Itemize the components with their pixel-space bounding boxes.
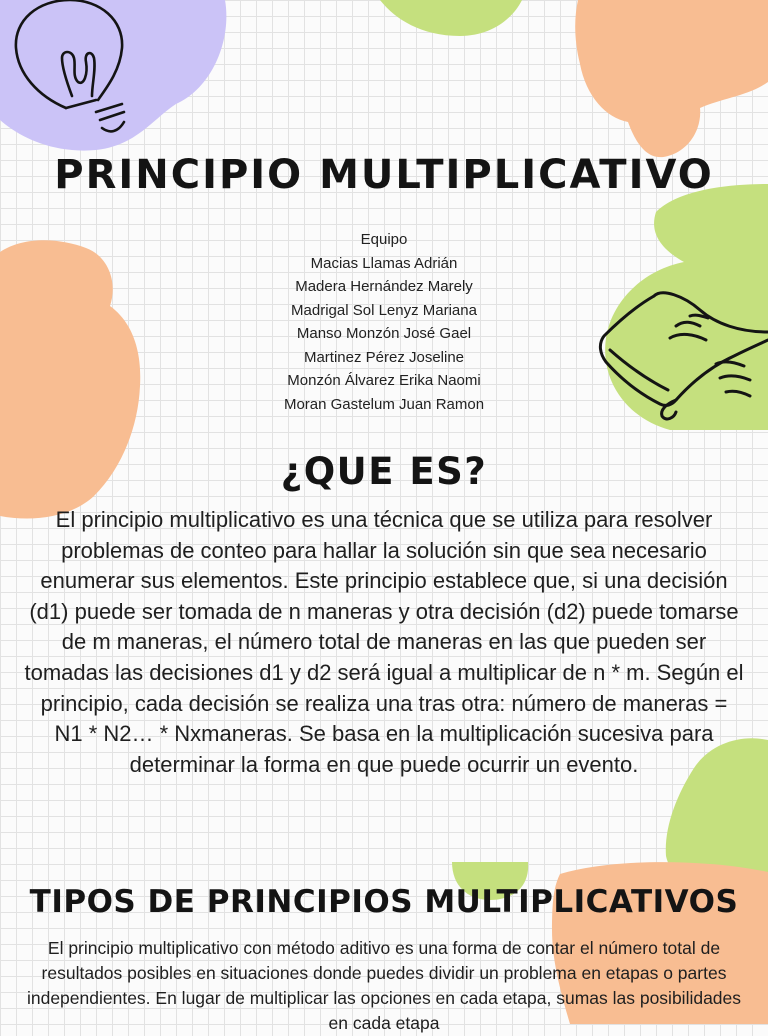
team-member: Macias Llamas Adrián — [310, 254, 458, 272]
team-member: Madera Hernández Marely — [295, 278, 473, 295]
team-member: Moran Gastelum Juan Ramon — [283, 395, 485, 413]
team-member: Monzón Álvarez Erika Naomi — [287, 372, 481, 389]
team-member: Martinez Pérez Joseline — [303, 348, 465, 366]
section-heading-que-es: ¿QUE ES? — [280, 450, 488, 493]
team-member: Manso Monzón José Gael — [296, 325, 472, 342]
definition-paragraph: El principio multiplicativo es una técnica que se utiliza para resolver problemas de conteo para hallar la solución sin que sea necesario enumerar sus elementos. Este principio establece que, si una decisión (d1) puede ser tomada de n maneras y otra decisión (d2) puede tomarse de m maneras, el número total de maneras en las que pueden ser tomadas las decisiones d1 y d2 será igual a multiplicar de n * m. Según el principio, cada decisión se realiza una tras otra: número de maneras = N1 * N2… * Nxmaneras. Se basa en la multiplicación sucesiva para determinar la forma en que puede ocurrir un evento. — [24, 507, 744, 777]
team-heading: Equipo — [360, 231, 408, 248]
page-title: PRINCIPIO MULTIPLICATIVO — [54, 152, 714, 198]
tipos-paragraph: El principio multiplicativo con método aditivo es una forma de contar el número total de resultados posibles en situaciones donde puedes dividir un problema en etapas o partes independientes. En lugar de multiplicar las opciones en cada etapa, sumas las posibilidades en cada etapa — [26, 938, 742, 1033]
section-heading-tipos: TIPOS DE PRINCIPIOS MULTIPLICATIVOS — [29, 884, 739, 920]
team-list — [0, 228, 768, 416]
team-member: Madrigal Sol Lenyz Mariana — [291, 301, 477, 319]
